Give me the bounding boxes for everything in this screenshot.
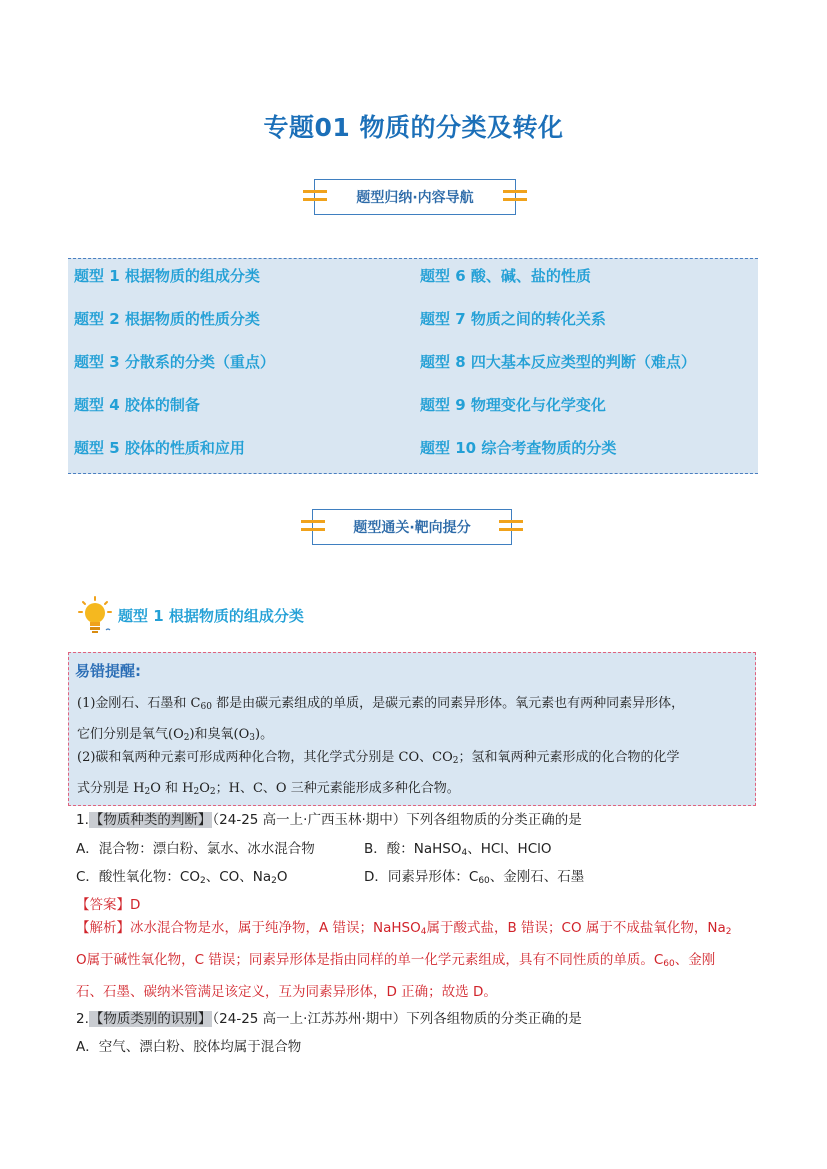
banner-content-navigation — [314, 179, 516, 215]
option-a: A．空气、漂白粉、胶体均属于混合物 — [76, 1039, 302, 1055]
banner-practice — [312, 509, 512, 545]
nav-item[interactable]: 题型 1 根据物质的组成分类 — [74, 267, 260, 285]
nav-item[interactable]: 题型 5 胶体的性质和应用 — [74, 439, 245, 457]
nav-column-left — [74, 265, 275, 480]
nav-item[interactable]: 题型 9 物理变化与化学变化 — [420, 396, 606, 414]
nav-item[interactable]: 题型 3 分散系的分类（重点） — [74, 353, 275, 371]
banner-label: 题型通关·靶向提分 — [353, 520, 471, 536]
analysis-text: 【解析】冰水混合物是水，属于纯净物，A 错误；NaHSO$_4$属于酸式盐，B 错误；CO 属于不成盐氧化物，$Na_2$ O属于碱性氧化物，C 错误；同素异形体是指由同样的单一化学元素组成，具有不同性质的单质。$C_{60}$、金刚 石、石墨、碳纳米管满足该定义，互为同素异形体，D 正确；故选 D。 — [76, 920, 732, 1000]
caution-box — [68, 652, 756, 806]
banner-decoration-icon — [301, 520, 325, 534]
banner-decoration-icon — [303, 190, 327, 204]
option-b: B．酸：NaHSO$_4$、HCl、HClO — [364, 841, 552, 858]
caution-paragraph-1: (1)金刚石、石墨和 $C_{60}$ 都是由碳元素组成的单质，是碳元素的同素异形体。氧元素也有两种同素异形体， 它们分别是氧气$(O_2)$和臭氧$(O_3)$。 — [77, 696, 685, 743]
answer-line: 【答案】D — [76, 897, 141, 913]
topic-heading — [78, 598, 304, 632]
question-2-stem: 2.【物质类别的识别】（24-25 高一上·江苏苏州·期中）下列各组物质的分类正确的是 — [76, 1011, 582, 1027]
topic-navigation-panel — [68, 258, 758, 474]
nav-item[interactable]: 题型 7 物质之间的转化关系 — [420, 310, 606, 328]
banner-label: 题型归纳·内容导航 — [356, 190, 474, 206]
caution-paragraph-2: (2)碳和氧两种元素可形成两种化合物，其化学式分别是 CO、$CO_2$；氢和氧两种元素形成的化合物的化学 式分别是 $H_2O$ 和 $H_2O_2$；H、C、O 三种元素能形成多种化合物。 — [77, 750, 680, 797]
caution-heading: 易错提醒: — [75, 662, 141, 680]
nav-item[interactable]: 题型 6 酸、碱、盐的性质 — [420, 267, 591, 285]
question-1-stem: 1.【物质种类的判断】（24-25 高一上·广西玉林·期中）下列各组物质的分类正确的是 — [76, 812, 582, 828]
nav-item[interactable]: 题型 8 四大基本反应类型的判断（难点） — [420, 353, 696, 371]
option-d: D．同素异形体：$C_{60}$、金刚石、石墨 — [364, 869, 585, 886]
page-title: 专题01 物质的分类及转化 — [263, 113, 564, 142]
option-c: C．酸性氧化物：$CO_2$、CO、$Na_2O$ — [76, 869, 288, 886]
nav-column-right — [420, 265, 696, 480]
nav-item[interactable]: 题型 4 胶体的制备 — [74, 396, 200, 414]
banner-decoration-icon — [499, 520, 523, 534]
question-tag: 【物质种类的判断】 — [89, 812, 212, 828]
nav-item[interactable]: 题型 10 综合考查物质的分类 — [420, 439, 617, 457]
option-a: A．混合物：漂白粉、氯水、冰水混合物 — [76, 841, 315, 857]
banner-decoration-icon — [503, 190, 527, 204]
question-tag: 【物质类别的识别】 — [89, 1011, 212, 1027]
topic-label: 题型 1 根据物质的组成分类 — [118, 606, 304, 625]
lightbulb-icon — [78, 596, 112, 634]
nav-item[interactable]: 题型 2 根据物质的性质分类 — [74, 310, 260, 328]
